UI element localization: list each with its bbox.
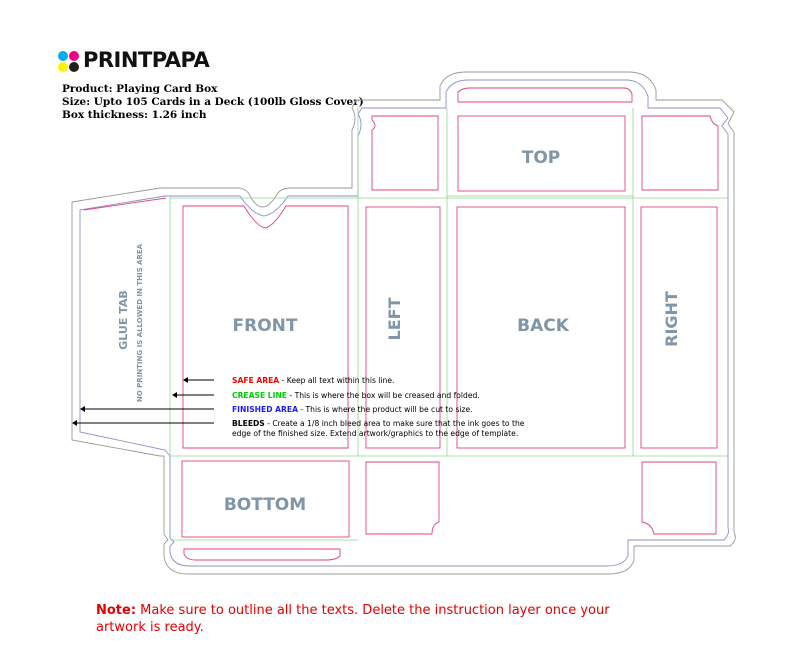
legend-safe-text: - Keep all text within this line.	[279, 376, 395, 385]
legend-bleeds	[232, 419, 525, 428]
size-line: Size: Upto 105 Cards in a Deck (100lb Gloss Cover)	[62, 96, 364, 108]
legend-safe	[232, 376, 394, 385]
note-text: Make sure to outline all the texts. Delete the instruction layer once your artwork is ready.	[96, 603, 610, 635]
legend-finished-label: FINISHED AREA	[232, 405, 298, 414]
safe-top-left-flap	[372, 116, 438, 190]
panel-back-label: BACK	[517, 316, 569, 336]
legend-finished	[232, 405, 473, 414]
safe-bottom-right-flap	[642, 462, 716, 534]
legend-arrowheads	[72, 377, 188, 426]
glue-tab-label: GLUE TAB	[117, 290, 130, 350]
panel-left-label: LEFT	[385, 297, 404, 341]
safe-bottom-tab	[184, 549, 340, 560]
legend-crease-label: CREASE LINE	[232, 391, 287, 400]
legend-safe-label: SAFE AREA	[232, 376, 280, 385]
legend-bleeds-text1: - Create a 1/8 inch bleed area to make sure that the ink goes to the	[264, 419, 525, 428]
instruction-note	[96, 602, 656, 636]
note-label: Note:	[96, 603, 137, 618]
glue-tab-note: NO PRINTING IS ALLOWED IN THIS AREA	[136, 243, 144, 403]
panel-top-label: TOP	[521, 148, 561, 168]
legend-bleeds-label: BLEEDS	[232, 419, 265, 428]
legend-crease-text: - This is where the box will be creased and folded.	[287, 391, 480, 400]
panel-right-label: RIGHT	[662, 291, 681, 347]
finished-outline	[80, 80, 729, 566]
legend-arrows	[75, 380, 214, 423]
thickness-line: Box thickness: 1.26 inch	[62, 109, 207, 121]
legend-bleeds-line2: edge of the finished size. Extend artwork/graphics to the edge of template.	[232, 429, 519, 438]
brand-name: PRINTPAPA	[83, 48, 210, 72]
legend-finished-text: - This is where the product will be cut to size.	[297, 405, 473, 414]
product-line: Product: Playing Card Box	[62, 83, 218, 95]
safe-bottom-left-flap	[366, 462, 439, 534]
panel-front-label: FRONT	[232, 316, 298, 336]
panel-bottom-label: BOTTOM	[223, 495, 307, 515]
safe-top-right-flap	[642, 116, 718, 190]
safe-top-tab	[458, 88, 632, 102]
legend-crease	[232, 391, 480, 400]
